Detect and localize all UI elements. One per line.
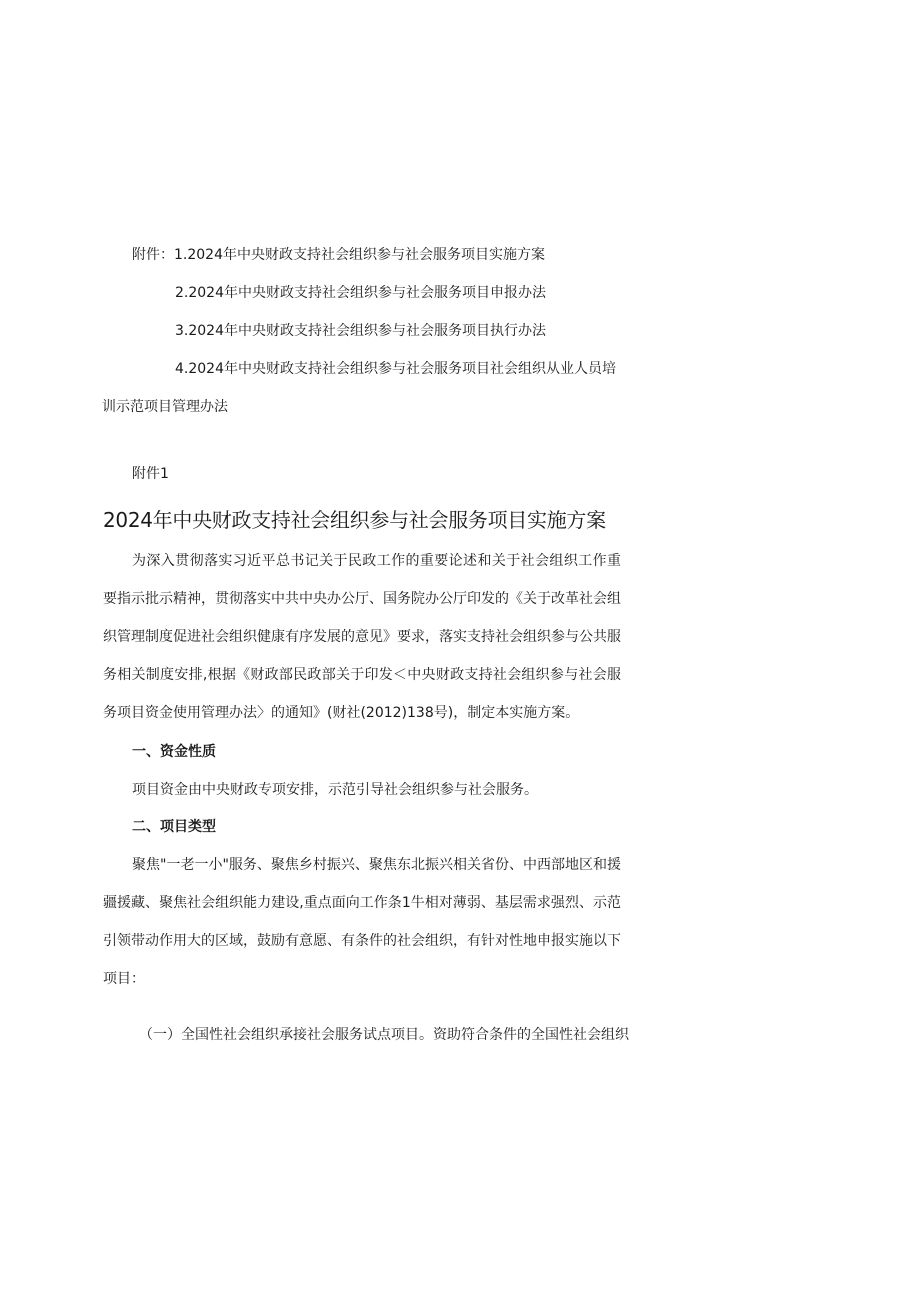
section-body-text: 聚焦"一老一小"服务、聚焦乡村振兴、聚焦东北振兴相关省份、中西部地区和援疆援藏、聚焦社会组织能力建设,重点面向工作条1牛相对薄弱、基层需求强烈、示范引领带动作用大的区域，鼓励有意愿、有条件的社会组织，有针对性地申报实施以下项目：	[103, 857, 621, 987]
section-heading-text: 二、项目类型	[132, 819, 216, 835]
section-2-body	[103, 846, 621, 998]
document-title: 2024年中央财政支持社会组织参与社会服务项目实施方案	[103, 508, 606, 532]
subitem-text: （一）全国性社会组织承接社会服务试点项目。资助符合条件的全国性社会组织	[139, 1027, 629, 1043]
section-body-text: 项目资金由中央财政专项安排，示范引导社会组织参与社会服务。	[132, 782, 538, 798]
section-1-heading	[103, 733, 621, 771]
attachment-item-4-continuation: 训示范项目管理办法	[102, 399, 228, 415]
attachment1-label: 附件1	[132, 466, 169, 482]
attachment-item-text: 1.2024年中央财政支持社会组织参与社会服务项目实施方案	[174, 247, 545, 263]
attachment-item-2: 2.2024年中央财政支持社会组织参与社会服务项目申报办法	[175, 285, 546, 301]
attachment-prefix: 附件：	[132, 247, 174, 263]
section-1-body	[103, 771, 621, 809]
attachment-item-3: 3.2024年中央财政支持社会组织参与社会服务项目执行办法	[175, 323, 546, 339]
attachment-item-4: 4.2024年中央财政支持社会组织参与社会服务项目社会组织从业人员培	[175, 361, 616, 377]
attachment-list	[102, 236, 652, 426]
subitem-1	[103, 1016, 629, 1054]
intro-text: 为深入贯彻落实习近平总书记关于民政工作的重要论述和关于社会组织工作重要指示批示精神，贯彻落实中共中央办公厅、国务院办公厅印发的《关于改革社会组织管理制度促进社会组织健康有序发展的意见》要求，落实支持社会组织参与公共服务相关制度安排,根据《财政部民政部关于印发＜中央财政支持社会组织参与社会服务项目资金使用管理办法〉的通知》(财社(2012)138号)，制定本实施方案。	[103, 553, 621, 721]
intro-paragraph	[103, 542, 621, 732]
section-2-heading	[103, 808, 621, 846]
attachment-item-1	[132, 236, 652, 274]
section-heading-text: 一、资金性质	[132, 744, 216, 760]
